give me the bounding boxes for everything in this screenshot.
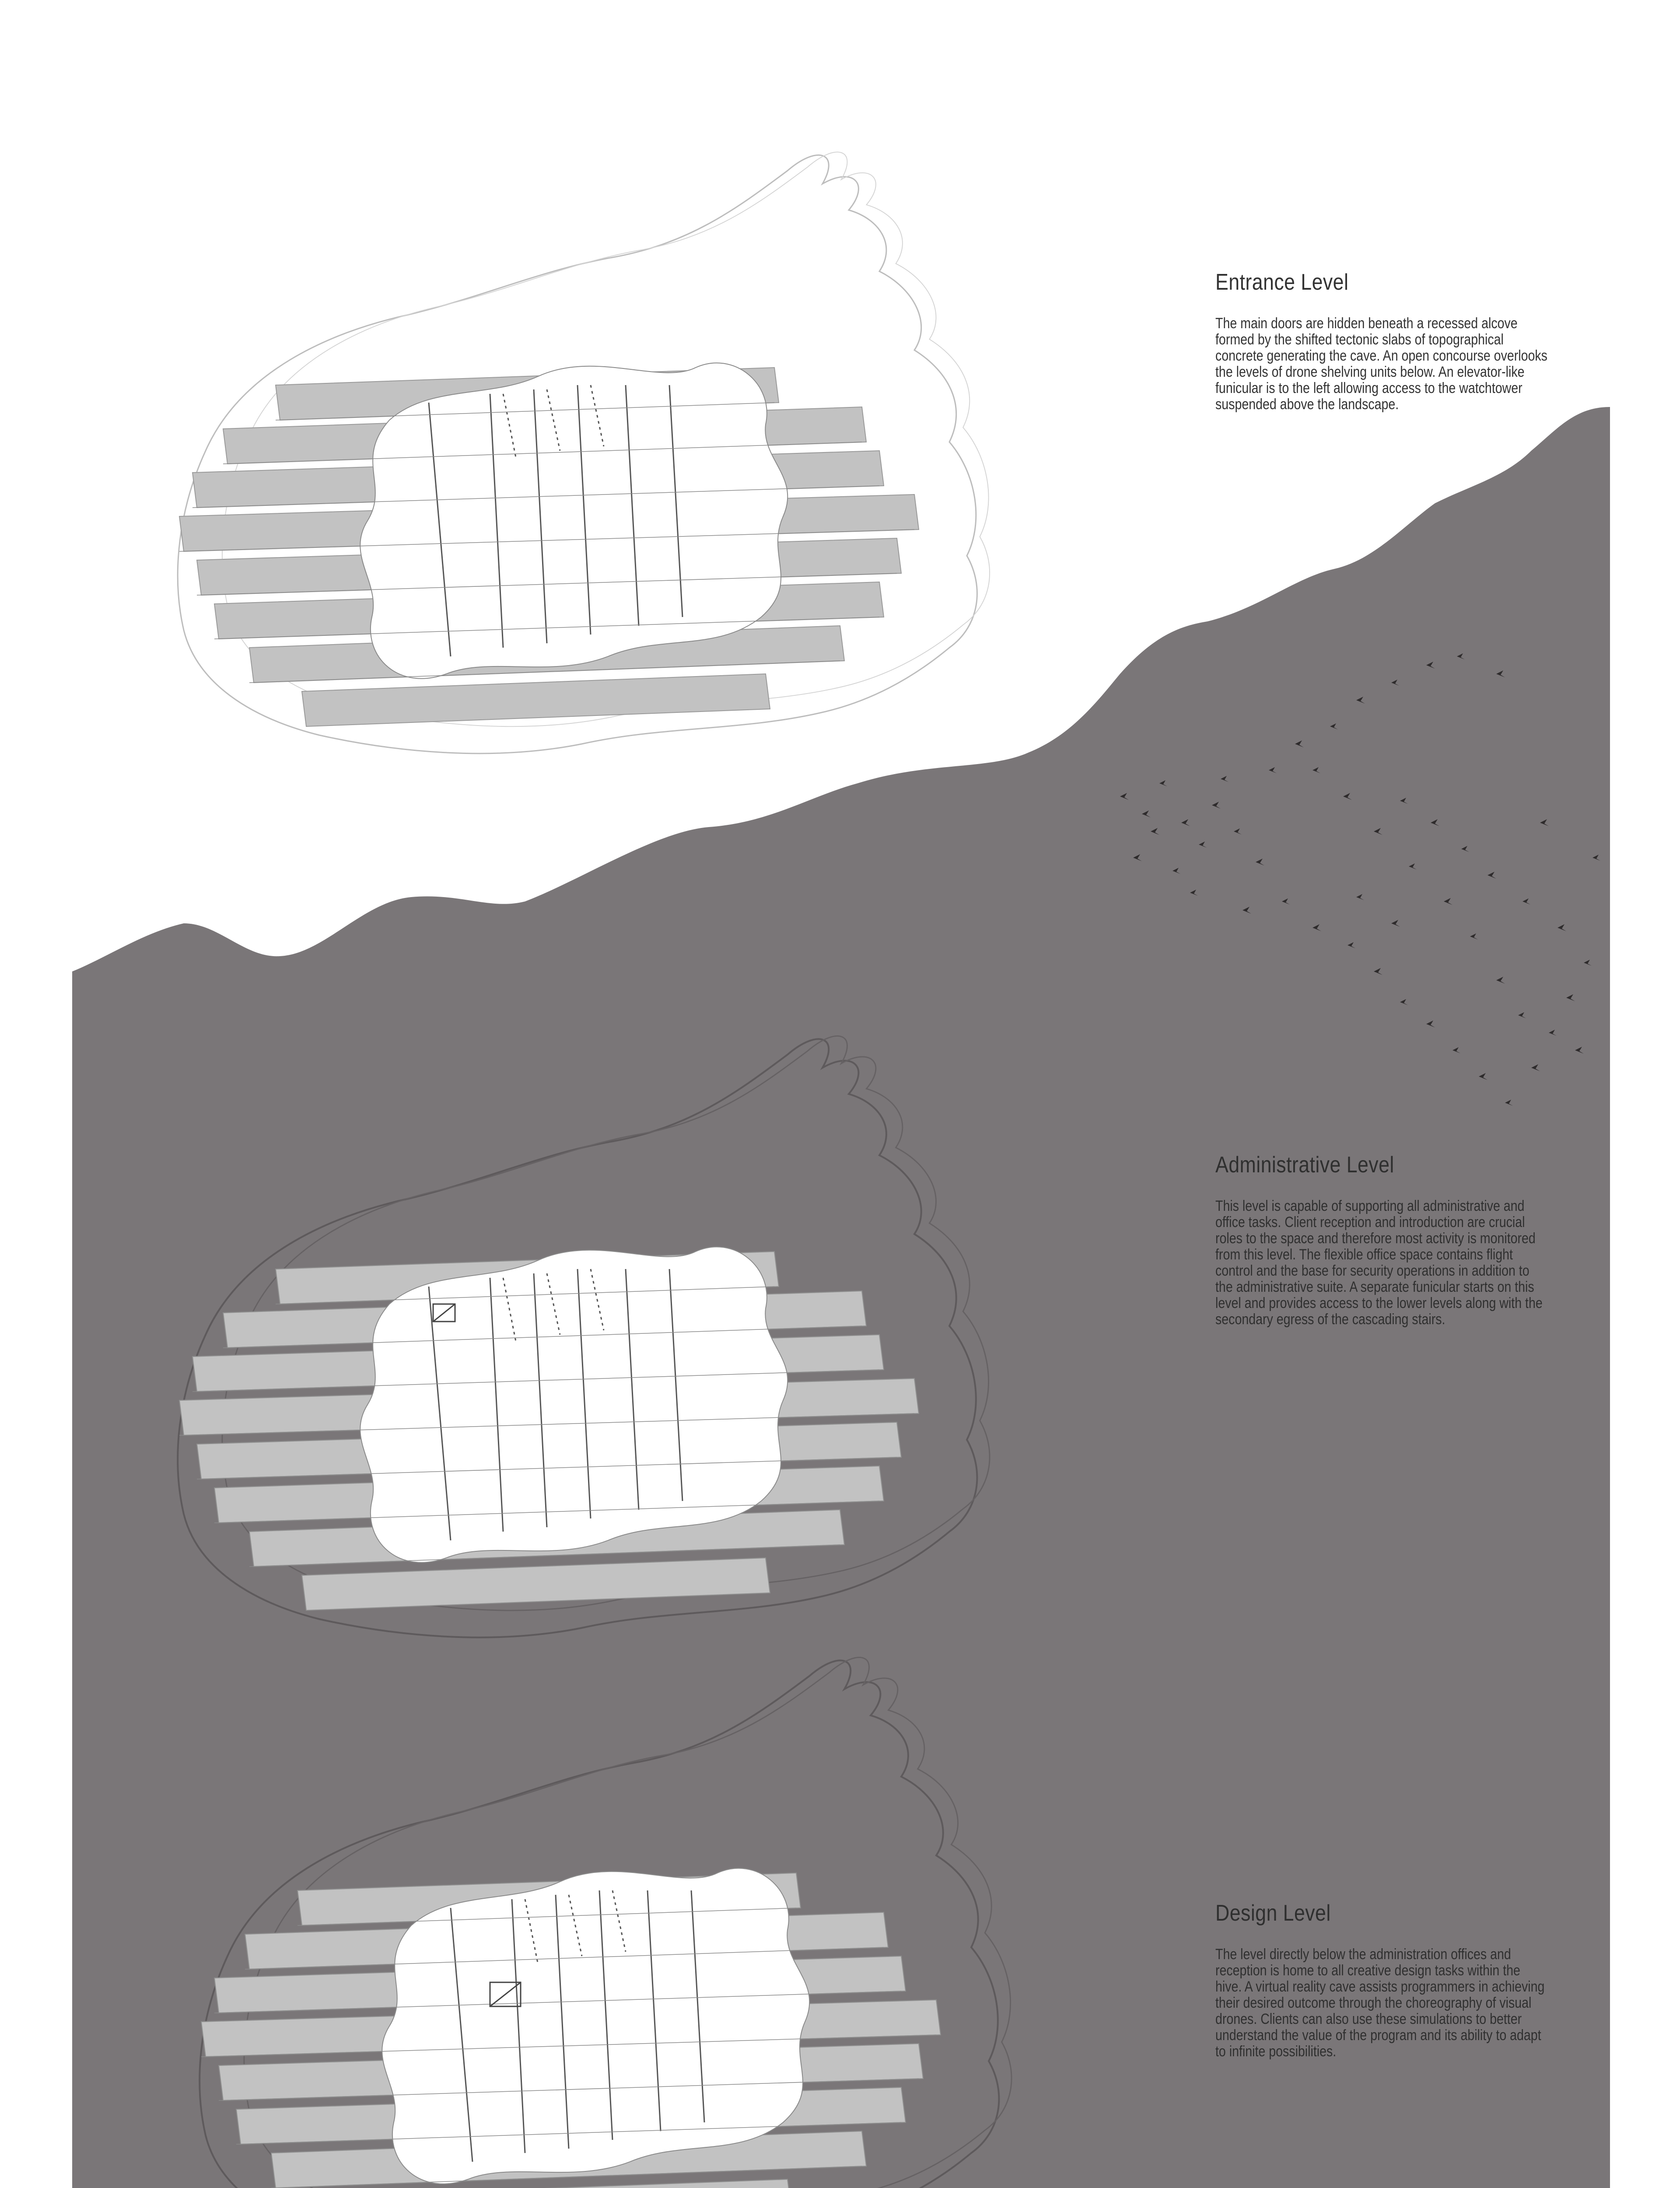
design-level-description: The level directly below the administration offices and reception is home to all creative design tasks within the hive. A virtual reality cave assists programmers in achieving their desired outcome through the choreography of visual drones. Clients can also use these simulations to better understand the value of the program and its ability to adapt to infinite possibilities. (1215, 1946, 1545, 2060)
entrance-level-plan (178, 152, 990, 753)
design-level-title: Design Level (1215, 1900, 1331, 1926)
administrative-level-description: This level is capable of supporting all administrative and office tasks. Client reception and introduction are crucial roles to the space and therefore most activity is monitored from this level. The flexible office space contains flight control and the base for security operations in addition to the administrative suite. A separate funicular starts on this level and provides access to the lower levels along with the secondary egress of the cascading stairs. (1215, 1198, 1543, 1328)
entrance-level-title: Entrance Level (1215, 270, 1349, 295)
administrative-level-panel (1215, 1152, 1548, 1328)
design-level-panel (1215, 1900, 1548, 2060)
administrative-level-title: Administrative Level (1215, 1152, 1394, 1178)
entrance-level-description: The main doors are hidden beneath a recessed alcove formed by the shifted tectonic slabs of topographical concrete generating the cave. An open concourse overlooks the levels of drone shelving units below. An elevator-like funicular is to the left allowing access to the watchtower suspended above the landscape. (1215, 315, 1547, 413)
entrance-level-panel (1215, 269, 1548, 413)
